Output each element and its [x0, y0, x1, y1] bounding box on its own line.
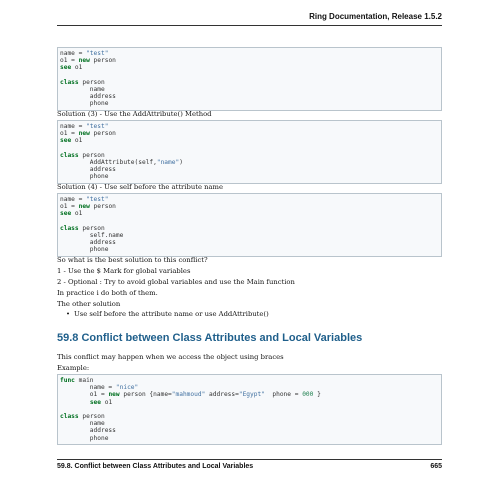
code-token: new [108, 391, 120, 399]
code-line [60, 152, 439, 159]
code-line [60, 225, 439, 232]
code-token: address [60, 93, 116, 101]
code-token: see [60, 210, 72, 218]
code-token: class [60, 78, 79, 86]
code-line [60, 406, 439, 413]
code-token: "test" [86, 196, 109, 203]
code-token: 000 [302, 391, 314, 399]
solution-4-text: Solution (4) - Use self before the attribute name [57, 183, 224, 191]
code-token: address= [205, 391, 239, 399]
code-token: phone [60, 173, 109, 181]
code-token: class [60, 151, 79, 159]
code-token: phone = [264, 391, 303, 399]
header-rule [57, 25, 442, 26]
code-token: address [60, 166, 116, 174]
code-token: person {name= [119, 391, 172, 399]
code-line [60, 137, 439, 144]
code-token: func [60, 377, 75, 384]
code-token: o1 = [60, 130, 79, 138]
code-token: class [60, 224, 79, 232]
code-line [60, 64, 439, 71]
code-line [60, 427, 439, 434]
practice-text: In practice i do both of them. [57, 289, 158, 297]
code-token: o1 [71, 137, 83, 145]
code-line [60, 239, 439, 246]
code-token: person [89, 130, 116, 138]
code-token: "test" [86, 123, 109, 130]
code-token: o1 [71, 210, 83, 218]
bullet-icon: • [66, 310, 71, 318]
footer-rule [57, 459, 442, 460]
section-heading: 59.8 Conflict between Class Attributes and Local Variables [57, 332, 363, 344]
code-token: "mahmoud" [171, 391, 206, 399]
code-line [60, 420, 439, 427]
code-token: o1 [71, 64, 83, 72]
code-token: "Egypt" [238, 391, 265, 399]
code-token: o1 = [60, 391, 109, 399]
bullet-item [66, 310, 269, 318]
code-block-4 [57, 374, 442, 445]
code-line [60, 377, 439, 384]
code-token: AddAttribute(self, [60, 158, 157, 166]
code-token: new [78, 130, 90, 138]
option-1-text: 1 - Use the $ Mark for global variables [57, 267, 191, 275]
code-token: phone [60, 100, 109, 108]
code-line [60, 93, 439, 100]
intro-text: This conflict may happen when we access the object using braces [57, 353, 284, 361]
code-line [60, 232, 439, 239]
example-label: Example: [57, 364, 90, 372]
code-line [60, 391, 439, 398]
code-token: phone [60, 246, 109, 254]
code-line [60, 435, 439, 442]
code-token: name = [60, 384, 116, 392]
code-line [60, 123, 439, 130]
code-token: "nice" [115, 384, 139, 392]
code-line [60, 246, 439, 253]
code-token: name = [60, 196, 87, 203]
code-line [60, 79, 439, 86]
code-token: name = [60, 50, 87, 57]
code-token: } [313, 391, 321, 399]
code-token: new [78, 203, 90, 211]
code-line [60, 72, 439, 79]
code-token: new [78, 57, 90, 65]
code-line [60, 86, 439, 93]
code-block-1 [57, 47, 442, 111]
code-token: "name" [156, 158, 180, 166]
code-token: person [78, 78, 105, 86]
code-line [60, 173, 439, 180]
code-line [60, 218, 439, 225]
code-line [60, 196, 439, 203]
code-token: person [78, 224, 105, 232]
code-line [60, 130, 439, 137]
code-token: self.name [60, 231, 124, 239]
bullet-text: Use self before the attribute name or use AddAttribute() [74, 310, 269, 318]
option-2-text: 2 - Optional : Try to avoid global variables and use the Main function [57, 278, 295, 286]
code-token: ) [179, 158, 183, 166]
code-token: class [60, 412, 79, 420]
code-token: see [60, 137, 72, 145]
code-line [60, 159, 439, 166]
code-line [60, 145, 439, 152]
code-line [60, 100, 439, 107]
code-token: name [60, 85, 105, 93]
code-token: name [60, 420, 105, 428]
code-token: o1 [101, 398, 113, 406]
code-token: "test" [86, 50, 109, 57]
code-token: see [60, 64, 72, 72]
code-token: main [74, 377, 94, 384]
code-token: o1 = [60, 203, 79, 211]
running-header-title: Ring Documentation, Release 1.5.2 [309, 12, 442, 21]
code-token: address [60, 239, 116, 247]
code-line [60, 210, 439, 217]
code-line [60, 399, 439, 406]
code-token: person [78, 151, 105, 159]
code-line [60, 166, 439, 173]
solution-3-text: Solution (3) - Use the AddAttribute() Method [57, 110, 212, 118]
best-solution-question: So what is the best solution to this conflict? [57, 256, 208, 264]
code-token: person [89, 57, 116, 65]
code-token: person [89, 203, 116, 211]
code-token: o1 = [60, 57, 79, 65]
code-token: address [60, 427, 116, 435]
code-line [60, 384, 439, 391]
code-line [60, 57, 439, 64]
footer-section-title: 59.8. Conflict between Class Attributes and Local Variables [57, 463, 254, 470]
other-solution-text: The other solution [57, 300, 121, 308]
code-line [60, 50, 439, 57]
code-block-3 [57, 193, 442, 257]
code-token [60, 399, 90, 406]
code-token: see [89, 398, 101, 406]
code-line [60, 413, 439, 420]
code-token: name = [60, 123, 87, 130]
page-number: 665 [430, 463, 442, 470]
code-token: phone [60, 434, 109, 442]
code-block-2 [57, 120, 442, 184]
code-line [60, 203, 439, 210]
code-token: person [78, 412, 105, 420]
